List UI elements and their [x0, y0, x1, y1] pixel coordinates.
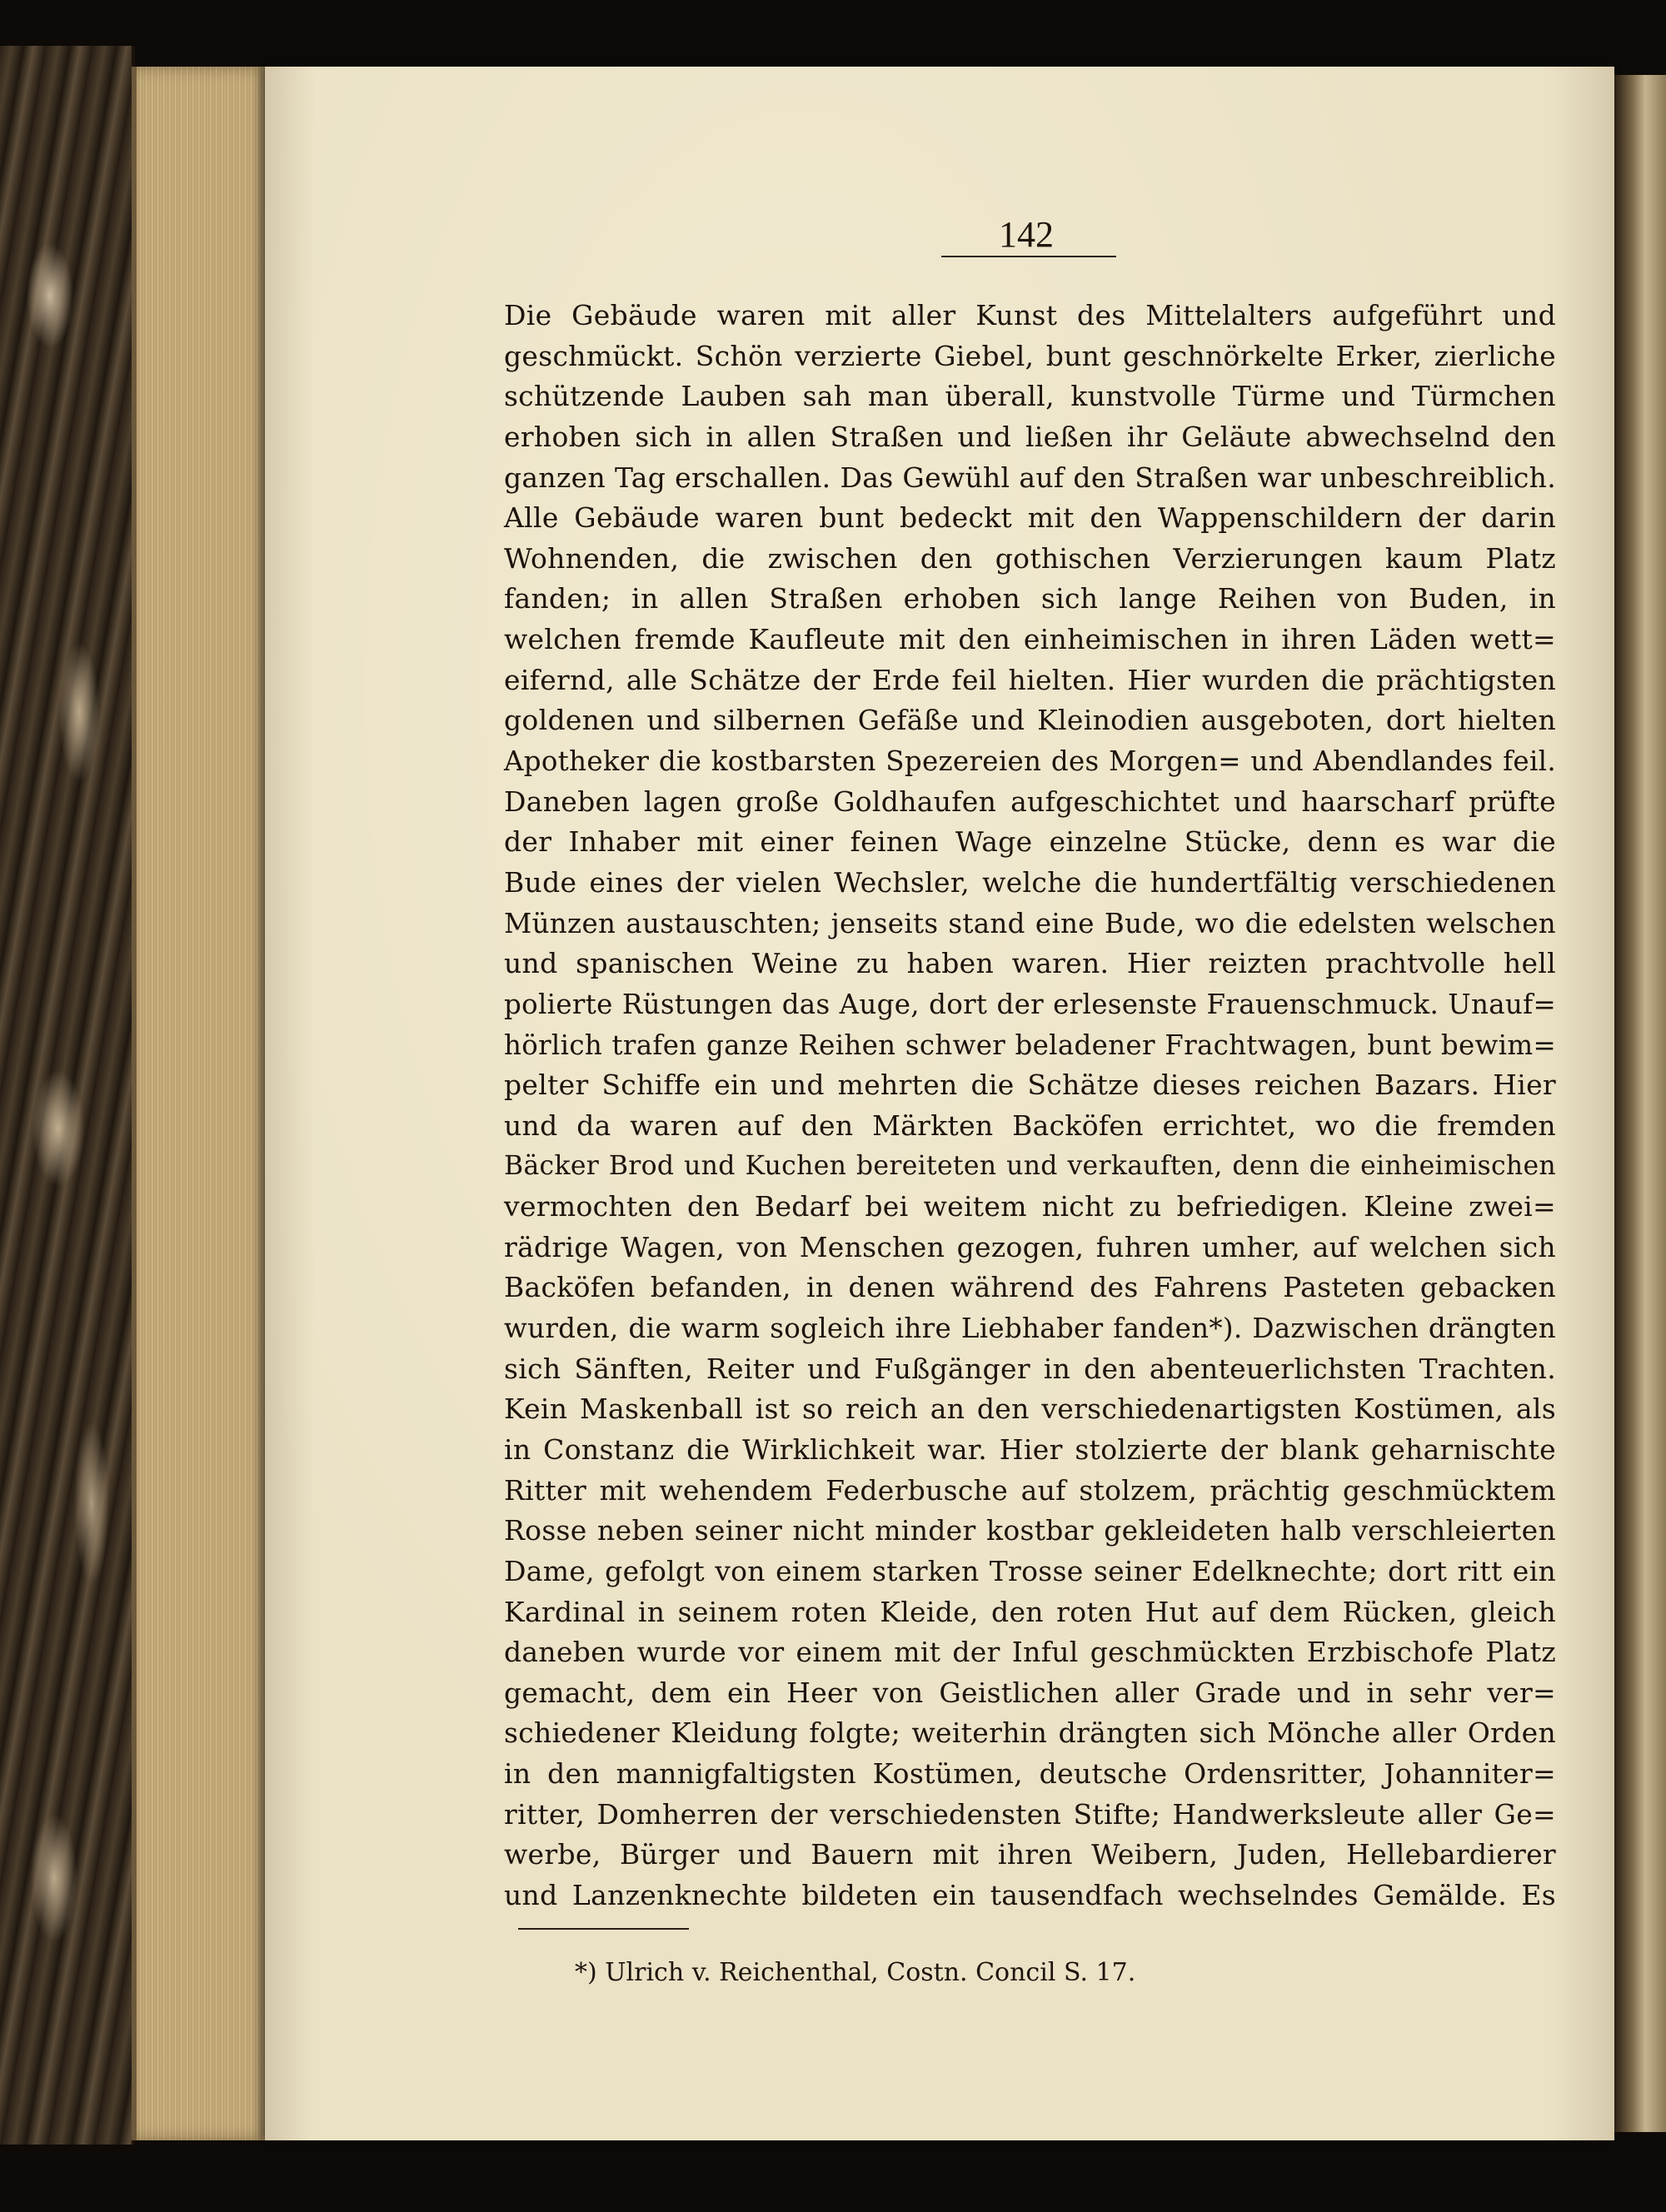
- text-line: und spanischen Weine zu haben waren. Hier reizten prachtvolle hell: [504, 947, 1556, 980]
- text-line: Kein Maskenball ist so reich an den verschiedenartigsten Kostümen, als: [504, 1392, 1556, 1426]
- text-line: ritter, Domherren der verschiedensten Stifte; Handwerksleute aller Ge=: [504, 1797, 1556, 1831]
- text-line: sich Sänften, Reiter und Fußgänger in den abenteuerlichsten Trachten.: [504, 1352, 1556, 1385]
- text-line: ganzen Tag erschallen. Das Gewühl auf den Straßen war unbeschreiblich.: [504, 461, 1556, 494]
- text-line: goldenen und silbernen Gefäße und Kleinodien ausgeboten, dort hielten: [504, 704, 1556, 737]
- text-line: vermochten den Bedarf bei weitem nicht zu befriedigen. Kleine zwei=: [504, 1190, 1556, 1223]
- text-line: geschmückt. Schön verzierte Giebel, bunt geschnörkelte Erker, zierliche: [504, 339, 1556, 372]
- marbled-cover: [0, 46, 135, 2145]
- text-line: welchen fremde Kaufleute mit den einheimischen in ihren Läden wett=: [504, 623, 1556, 656]
- text-line: Bäcker Brod und Kuchen bereiteten und verkauften, denn die einheimischen: [504, 1151, 1556, 1182]
- text-line: Wohnenden, die zwischen den gothischen Verzierungen kaum Platz: [504, 541, 1556, 575]
- text-line: wurden, die warm sogleich ihre Liebhaber fanden*). Dazwischen drängten: [504, 1313, 1556, 1345]
- text-line: schützende Lauben sah man überall, kunstvolle Türme und Türmchen: [504, 380, 1556, 413]
- text-line: werbe, Bürger und Bauern mit ihren Weibern, Juden, Hellebardierer: [504, 1838, 1556, 1871]
- text-line: in Constanz die Wirklichkeit war. Hier stolzierte der blank geharnischte: [504, 1432, 1556, 1466]
- footnote: *) Ulrich v. Reichenthal, Costn. Concil S. 17.: [575, 1958, 1136, 1987]
- header-rule: [941, 256, 1116, 257]
- text-line: der Inhaber mit einer feinen Wage einzelne Stücke, denn es war die: [504, 825, 1556, 859]
- text-line: eifernd, alle Schätze der Erde feil hielten. Hier wurden die prächtigsten: [504, 663, 1556, 696]
- body-text: [504, 296, 1556, 1916]
- footnote-rule: [518, 1928, 689, 1930]
- text-line: Ritter mit wehendem Federbusche auf stolzem, prächtig geschmücktem: [504, 1473, 1556, 1507]
- text-line: polierte Rüstungen das Auge, dort der erlesenste Frauenschmuck. Unauf=: [504, 988, 1556, 1020]
- text-line: Backöfen befanden, in denen während des Fahrens Pasteten gebacken: [504, 1271, 1556, 1304]
- text-line: Dame, gefolgt von einem starken Trosse seiner Edelknechte; dort ritt ein: [504, 1554, 1556, 1587]
- text-line: Die Gebäude waren mit aller Kunst des Mittelalters aufgeführt und: [504, 299, 1556, 331]
- text-line: Kardinal in seinem roten Kleide, den roten Hut auf dem Rücken, gleich: [504, 1595, 1556, 1628]
- text-line: fanden; in allen Straßen erhoben sich lange Reihen von Buden, in: [504, 582, 1556, 615]
- text-line: in den mannigfaltigsten Kostümen, deutsche Ordensritter, Johanniter=: [504, 1757, 1556, 1791]
- text-line: und Lanzenknechte bildeten ein tausendfach wechselndes Gemälde. Es: [504, 1878, 1556, 1911]
- text-line: Apotheker die kostbarsten Spezereien des Morgen= und Abendlandes feil.: [504, 745, 1556, 778]
- facing-page-edge: [1614, 75, 1666, 2132]
- page-number: 142: [999, 214, 1054, 255]
- page-edges: [132, 67, 278, 2140]
- text-line: Bude eines der vielen Wechsler, welche die hundertfältig verschiedenen: [504, 865, 1556, 899]
- text-line: rädrige Wagen, von Menschen gezogen, fuhren umher, auf welchen sich: [504, 1230, 1556, 1263]
- text-line: Daneben lagen große Goldhaufen aufgeschichtet und haarscharf prüfte: [504, 785, 1556, 818]
- text-line: pelter Schiffe ein und mehrten die Schätze dieses reichen Bazars. Hier: [504, 1069, 1556, 1102]
- text-line: und da waren auf den Märkten Backöfen errichtet, wo die fremden: [504, 1108, 1556, 1142]
- text-line: daneben wurde vor einem mit der Inful geschmückten Erzbischofe Platz: [504, 1636, 1556, 1669]
- text-line: Münzen austauschten; jenseits stand eine Bude, wo die edelsten welschen: [504, 907, 1556, 939]
- text-line: erhoben sich in allen Straßen und ließen ihr Geläute abwechselnd den: [504, 420, 1556, 453]
- text-line: hörlich trafen ganze Reihen schwer beladener Frachtwagen, bunt bewim=: [504, 1029, 1556, 1061]
- text-line: Rosse neben seiner nicht minder kostbar gekleideten halb verschleierten: [504, 1514, 1556, 1547]
- text-line: Alle Gebäude waren bunt bedeckt mit den Wappenschildern der darin: [504, 501, 1556, 535]
- text-line: schiedener Kleidung folgte; weiterhin drängten sich Mönche aller Orden: [504, 1716, 1556, 1750]
- text-line: gemacht, dem ein Heer von Geistlichen aller Grade und in sehr ver=: [504, 1676, 1556, 1709]
